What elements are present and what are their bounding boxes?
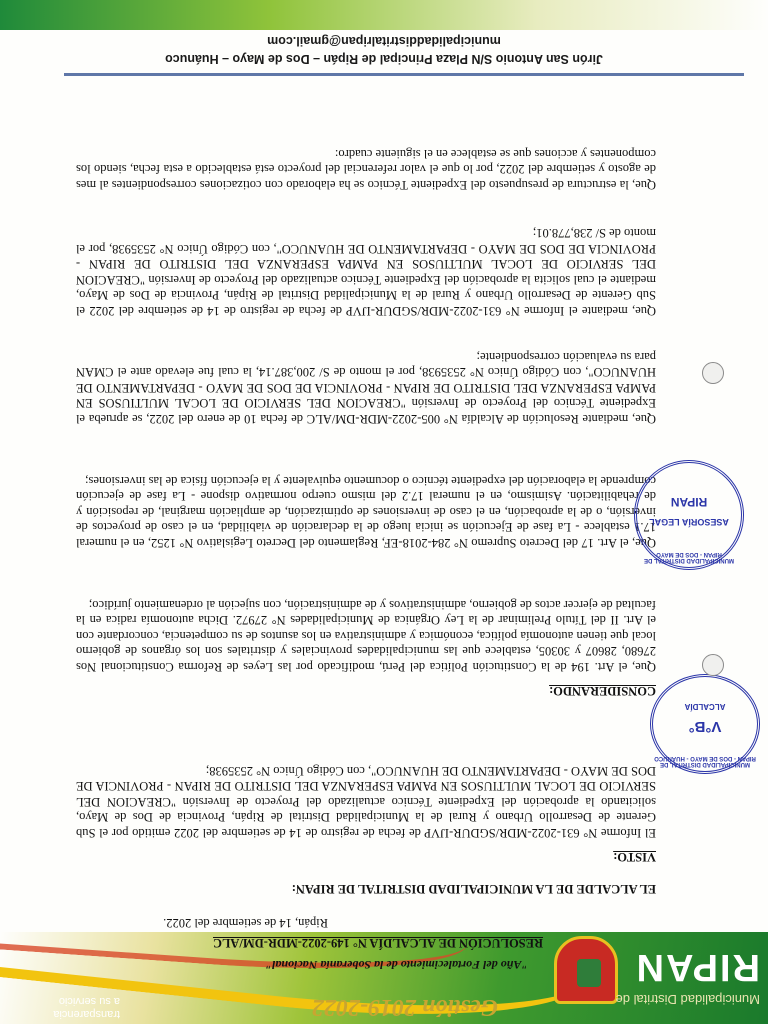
visto-paragraph: El Informe N° 631-2022-MDR/SGDUR-IJVP de fecha de registro de 14 de setiembre del 2022 emitido por el Sub Gerente de Desarrollo Urbano y Rural de la Municipalidad Distrital de Ripán, Provincia de Dos de Mayo, solicitando la aprobación del Expediente Técnico actualizado del Proyecto de Inversión "CREACION DEL SERVICIO DE LOCAL MULTIUSOS EN PAMPA ESPERANZA DEL DISTRITO DE RIPAN - PROVINCIA DE DOS DE MAYO - DEPARTAMENTO DE HUANUCO", con Código Único N° 2535938; — [76, 763, 656, 840]
transparency-line-2: a su servicio — [58, 995, 120, 1007]
vobo-stamp-ring-text: MUNICIPALIDAD DISTRITAL DE RIPAN - DOS DE MAYO - HUANUCO — [654, 755, 756, 767]
municipality-caption: Municipalidad Distrital de — [615, 992, 760, 1007]
considerando-paragraph-5: Que, la estructura de presupuesto del Expediente Técnico se ha elaborado con cotizaciones correspondientes al mes de agosto y setiembre del 2022, por lo que el valor referencial del proyecto está establecido a esta fecha, siendo los componentes y acciones que se establece en el siguiente cuadro: — [76, 146, 656, 192]
footer-divider — [64, 73, 744, 76]
administration-period: Gestión 2019-2022 — [312, 994, 498, 1020]
punch-hole-icon — [702, 654, 724, 676]
vobo-stamp-mark: V°B° — [688, 718, 722, 735]
document-date: Ripán, 14 de setiembre del 2022. — [163, 916, 328, 930]
considerando-paragraph-2: Que, el Art. 17 del Decreto Supremo N° 284-2018-EF, Reglamento del Decreto Legislativo N° 1252, en el numeral 17.1 establece - La fase de Ejecución se inicia luego de la declaración de viabilidad, en el caso de proyectos de inversión, o de la aprobación, en el caso de inversiones de optimización, de ampliación marginal, de reposición y de rehabilitación. Asimismo, en el numeral 17.2 del mismo cuerpo normativo dispone - La fase de ejecución comprende la elaboración del expediente técnico o documento equivalente y la ejecución física de las inversiones; — [76, 473, 656, 550]
punch-hole-icon — [702, 362, 724, 384]
vobo-stamp-office: ALCALDÍA — [684, 702, 726, 711]
footer-address: Jirón San Antonio S/N Plaza Principal de Ripán – Dos de Mayo – Huánuco — [165, 52, 603, 66]
year-motto: "Año del Fortalecimiento de la Soberanía Nacional" — [265, 958, 528, 972]
legal-stamp-ring-text: MUNICIPALIDAD DISTRITAL DE RIPAN - DOS DE MAYO — [644, 551, 734, 563]
transparency-slogan — [53, 994, 120, 1020]
vobo-stamp — [650, 674, 760, 774]
transparency-line-1: transparencia — [53, 1008, 120, 1020]
footer-email: municipalidaddistritalripan@gmail.com — [267, 34, 501, 48]
legal-advisory-stamp — [634, 460, 744, 570]
considerando-paragraph-1: Que, el Art. 194 de la Constitución Política del Perú, modificado por las Leyes de Reforma Constitucional Nos 27680, 28607 y 30305, establece que las municipalidades provinciales y distritales son los órganos de gobierno local que tienen autonomía política, económica y administrativa en los asuntos de su competencia, concordante con el Art. II del Título Preliminar de la Ley Orgánica de Municipalidades N° 27972. Dicha autonomía radica en la facultad de ejercer actos de gobierno, administrativos y de administración, con sujeción al ordenamiento jurídico; — [76, 597, 656, 674]
considerando-heading: CONSIDERANDO: — [549, 684, 656, 698]
visto-heading: VISTO: — [613, 850, 656, 864]
considerando-paragraph-3: Que, mediante Resolución de Alcaldía N° 005-2022-MDR-DM/ALC de fecha 10 de enero del 2022, se aprueba el Expediente Técnico del Proyecto de Inversión "CREACION DEL SERVICIO DE LOCAL MULTIUSOS EN PAMPA ESPERANZA DEL DISTRITO DE RIPAN - PROVINCIA DE DOS DE MAYO - DEPARTAMENTO DE HUANUCO", con Código Único N° 2535938, por el monto de S/ 200,387.14, la cual fue elevado ante el CMAN para su evaluación correspondiente; — [76, 349, 656, 426]
issuer-line: EL ALCALDE DE LA MUNICIPALIDAD DISTRITAL DE RIPAN: — [291, 882, 656, 896]
resolution-title: RESOLUCIÓN DE ALCALDÍA N° 149-2022-MDR-DM/ALC — [213, 936, 544, 950]
legal-stamp-office: ASESORÍA LEGAL — [649, 517, 729, 527]
legal-stamp-place: RIPAN — [670, 495, 708, 509]
considerando-paragraph-4: Que, mediante el Informe N° 631-2022-MDR/SGDUR-IJVP de fecha de registro de 14 de setiembre del 2022 el Sub Gerente de Desarrollo Urbano y Rural de la Municipalidad Distrital de Ripán, Provincia de Dos de Mayo, mediante el cual solicita la aprobación del Expediente Técnico actualizado del Proyecto de Inversión "CREACION DEL SERVICIO DE LOCAL MULTIUSOS EN PAMPA ESPERANZA DEL DISTRITO DE RIPAN - PROVINCIA DE DOS DE MAYO - DEPARTAMENTO DE HUANUCO", con Código Único N° 2535938, por el monto de S/ 238,778.01; — [76, 226, 656, 318]
footer-band — [0, 0, 768, 30]
municipality-name: RIPAN — [634, 946, 760, 988]
